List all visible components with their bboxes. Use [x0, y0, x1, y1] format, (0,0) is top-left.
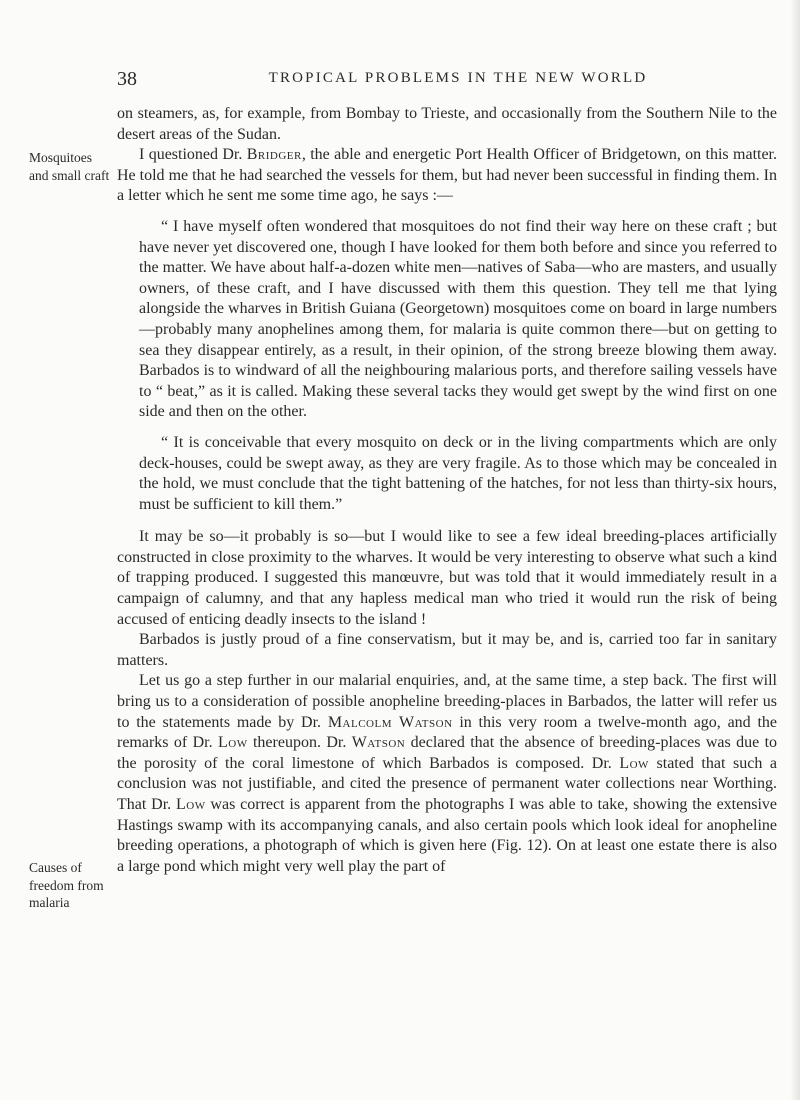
- person-name: Bridger: [246, 146, 302, 164]
- person-name: Low: [217, 734, 248, 752]
- person-name: Malcolm Watson: [327, 713, 453, 731]
- person-name: Watson: [351, 734, 406, 752]
- person-name: Low: [619, 754, 649, 772]
- quote-paragraph-2: “ It is conceivable that every mosquito on deck or in the living compartments which are only deck-houses, could be swept away, as they are very fragile. As to those which may be concealed in the hold, we must conclude that the tight battening of the hatches, for not less than thirty-six hours, must be sufficient to kill them.”: [139, 433, 777, 513]
- paragraph-2: [117, 145, 777, 207]
- paragraph-3: It may be so—it probably is so—but I would like to see a few ideal breeding-places artificially constructed in close proximity to the wharves. It would be very interesting to observe what such a kind of trapping produced. I suggested this manœuvre, but was told that it would immediately result in a campaign of calumny, and that any hapless medical man who tried it would run the risk of being accused of enticing deadly insects to the island !: [117, 528, 777, 628]
- spacer: [117, 515, 777, 527]
- text-run: thereupon. Dr.: [247, 734, 352, 752]
- paragraph-4: Barbados is justly proud of a fine conservatism, but it may be, and is, carried too far in sanitary matters.: [117, 631, 777, 669]
- spacer: [139, 423, 777, 433]
- block-quote: [139, 217, 777, 515]
- page-edge-shadow: [790, 0, 800, 1100]
- quote-paragraph-1: “ I have myself often wondered that mosquitoes do not find their way here on these craft ; but have never yet discovered one, though I have looked for them both before and since you referred to the matter. We have about half-a-dozen white men—natives of Saba—who are masters, and usually owners, of these craft, and I have discussed with them this question. They tell me that lying alongside the wharves in British Guiana (Georgetown) mosquitoes come on board in large numbers—probably many anophelines among them, for malaria is quite common there—but on getting to sea they disappear entirely, as a result, in their opinion, of the strong breeze blowing them away. Barbados is to windward of all the neighbouring malarious ports, and therefore sailing vessels have to “ beat,” as it is called. Making these several tacks they would get swept by the wind first on one side and then on the other.: [139, 217, 777, 421]
- page-number: 38: [117, 68, 137, 90]
- text-run: in this very room a twelve-month ago, and the remarks of Dr.: [117, 713, 778, 752]
- spacer: [117, 207, 777, 217]
- page-header: [117, 68, 777, 94]
- margin-note-causes: Causes of freedom from malaria: [29, 860, 104, 910]
- text-run: Let us go a step further in our malarial enquiries, and, at the same time, a step back. The first will bring us to a consideration of possible anopheline breeding-places in Barbados, the latter will refer us to the statements made by Dr.: [117, 672, 777, 731]
- text-run: was correct is apparent from the photographs I was able to take, showing the extensive Hastings swamp with its accompanying canals, and also certain pools which look ideal for anopheline breeding operations, a photograph of which is given here (Fig. 12). On at least one estate there is also a large pond which might very well play the part of: [117, 796, 777, 875]
- margin-note-mosquitoes: Mosquitoes and small craft: [29, 150, 110, 183]
- person-name: Low: [175, 796, 206, 813]
- text-run: stated that such a conclusion was not justifiable, and cited the presence of permanent water collections near Worthing. That Dr.: [117, 754, 777, 813]
- text-run: , the able and energetic Port Health Officer of Bridgetown, on this matter. He told me that he had searched the vessels for them, but had never been successful in finding them. In a letter which he sent me some time ago, he says :—: [117, 146, 777, 205]
- running-title: TROPICAL PROBLEMS IN THE NEW WORLD: [268, 70, 648, 86]
- text-run: I questioned Dr.: [139, 146, 247, 164]
- paragraph-5: [117, 671, 777, 877]
- paragraph-1: on steamers, as, for example, from Bombay to Trieste, and occasionally from the Southern Nile to the desert areas of the Sudan.: [117, 105, 777, 143]
- text-run: declared that the absence of breeding-places was due to the porosity of the coral limestone of which Barbados is composed. Dr.: [117, 734, 778, 772]
- main-text: [117, 104, 777, 877]
